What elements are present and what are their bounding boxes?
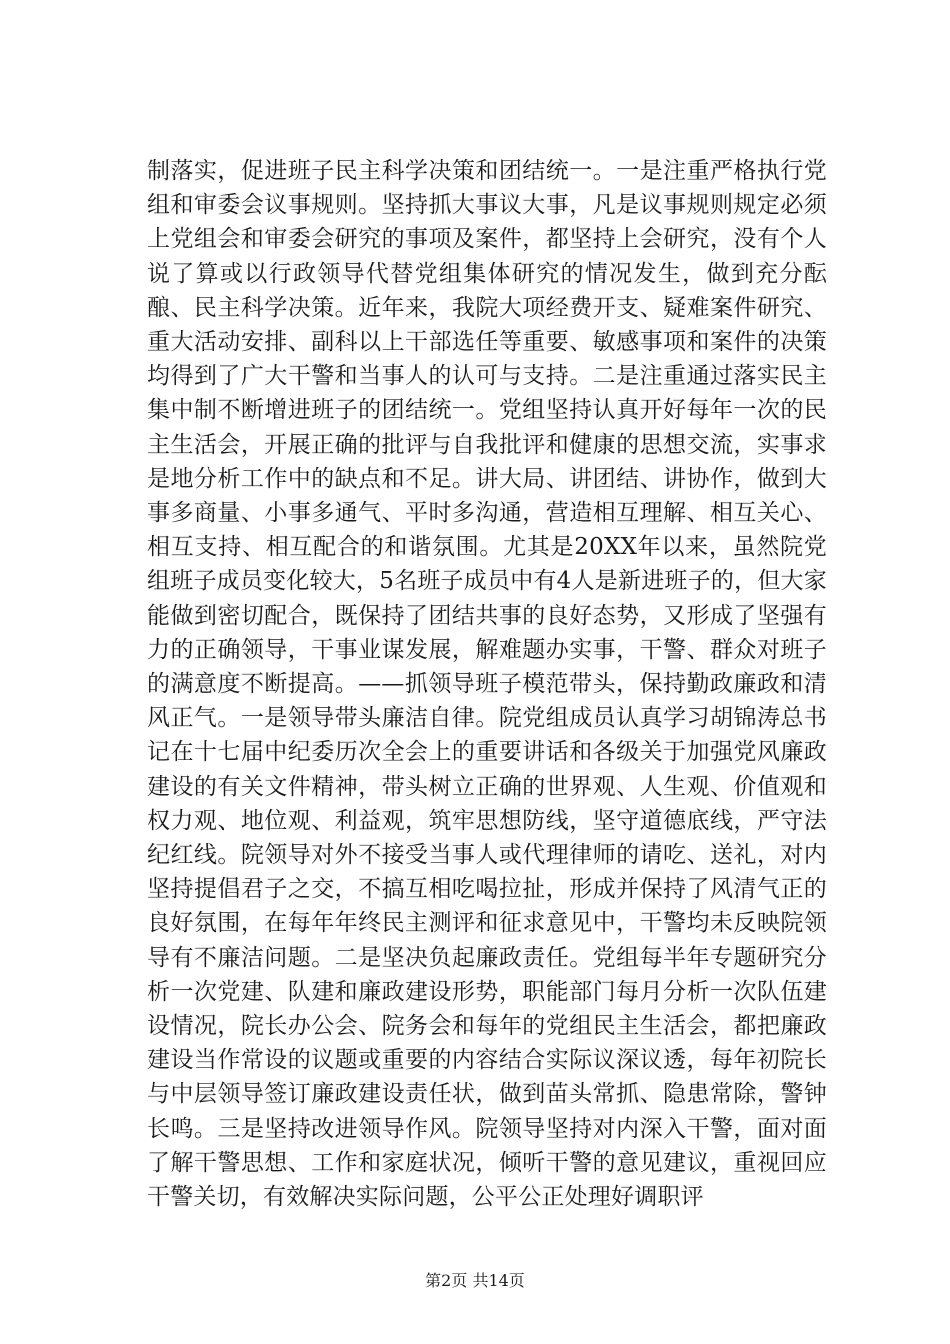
page-footer [0, 1268, 950, 1291]
body-paragraph: 制落实，促进班子民主科学决策和团结统一。一是注重严格执行党组和审委会议事规则。坚持抓大事议大事，凡是议事规则规定必须上党组会和审委会研究的事项及案件，都坚持上会研究，没有个人说了算或以行政领导代替党组集体研究的情况发生，做到充分酝酿、民主科学决策。近年来，我院大项经费开支、疑难案件研究、重大活动安排、副科以上干部选任等重要、敏感事项和案件的决策均得到了广大干警和当事人的认可与支持。二是注重通过落实民主集中制不断增进班子的团结统一。党组坚持认真开好每年一次的民主生活会，开展正确的批评与自我批评和健康的思想交流，实事求是地分析工作中的缺点和不足。讲大局、讲团结、讲协作，做到大事多商量、小事多通气、平时多沟通，营造相互理解、相互关心、相互支持、相互配合的和谐氛围。尤其是20XX年以来，虽然院党组班子成员变化较大，5名班子成员中有4人是新进班子的，但大家能做到密切配合，既保持了团结共事的良好态势，又形成了坚强有力的正确领导，干事业谋发展，解难题办实事，干警、群众对班子的满意度不断提高。——抓领导班子模范带头，保持勤政廉政和清风正气。一是领导带头廉洁自律。院党组成员认真学习胡锦涛总书记在十七届中纪委历次全会上的重要讲话和各级关于加强党风廉政建设的有关文件精神，带头树立正确的世界观、人生观、价值观和权力观、地位观、利益观，筑牢思想防线，坚守道德底线，严守法纪红线。院领导对外不接受当事人或代理律师的请吃、送礼，对内坚持提倡君子之交，不搞互相吃喝拉扯，形成并保持了风清气正的良好氛围，在每年年终民主测评和征求意见中，干警均未反映院领导有不廉洁问题。二是坚决负起廉政责任。党组每半年专题研究分析一次党建、队建和廉政建设形势，职能部门每月分析一次队伍建设情况，院长办公会、院务会和每年的党组民主生活会，都把廉政建设当作常设的议题或重要的内容结合实际议深议透，每年初院长与中层领导签订廉政建设责任状，做到苗头常抓、隐患常除，警钟长鸣。三是坚持改进领导作风。院领导坚持对内深入干警，面对面了解干警思想、工作和家庭状况，倾听干警的意见建议，重视回应干警关切，有效解决实际问题，公平公正处理好调职评 [147, 158, 827, 1211]
page-number-label: 第2页 共14页 [425, 1271, 525, 1290]
